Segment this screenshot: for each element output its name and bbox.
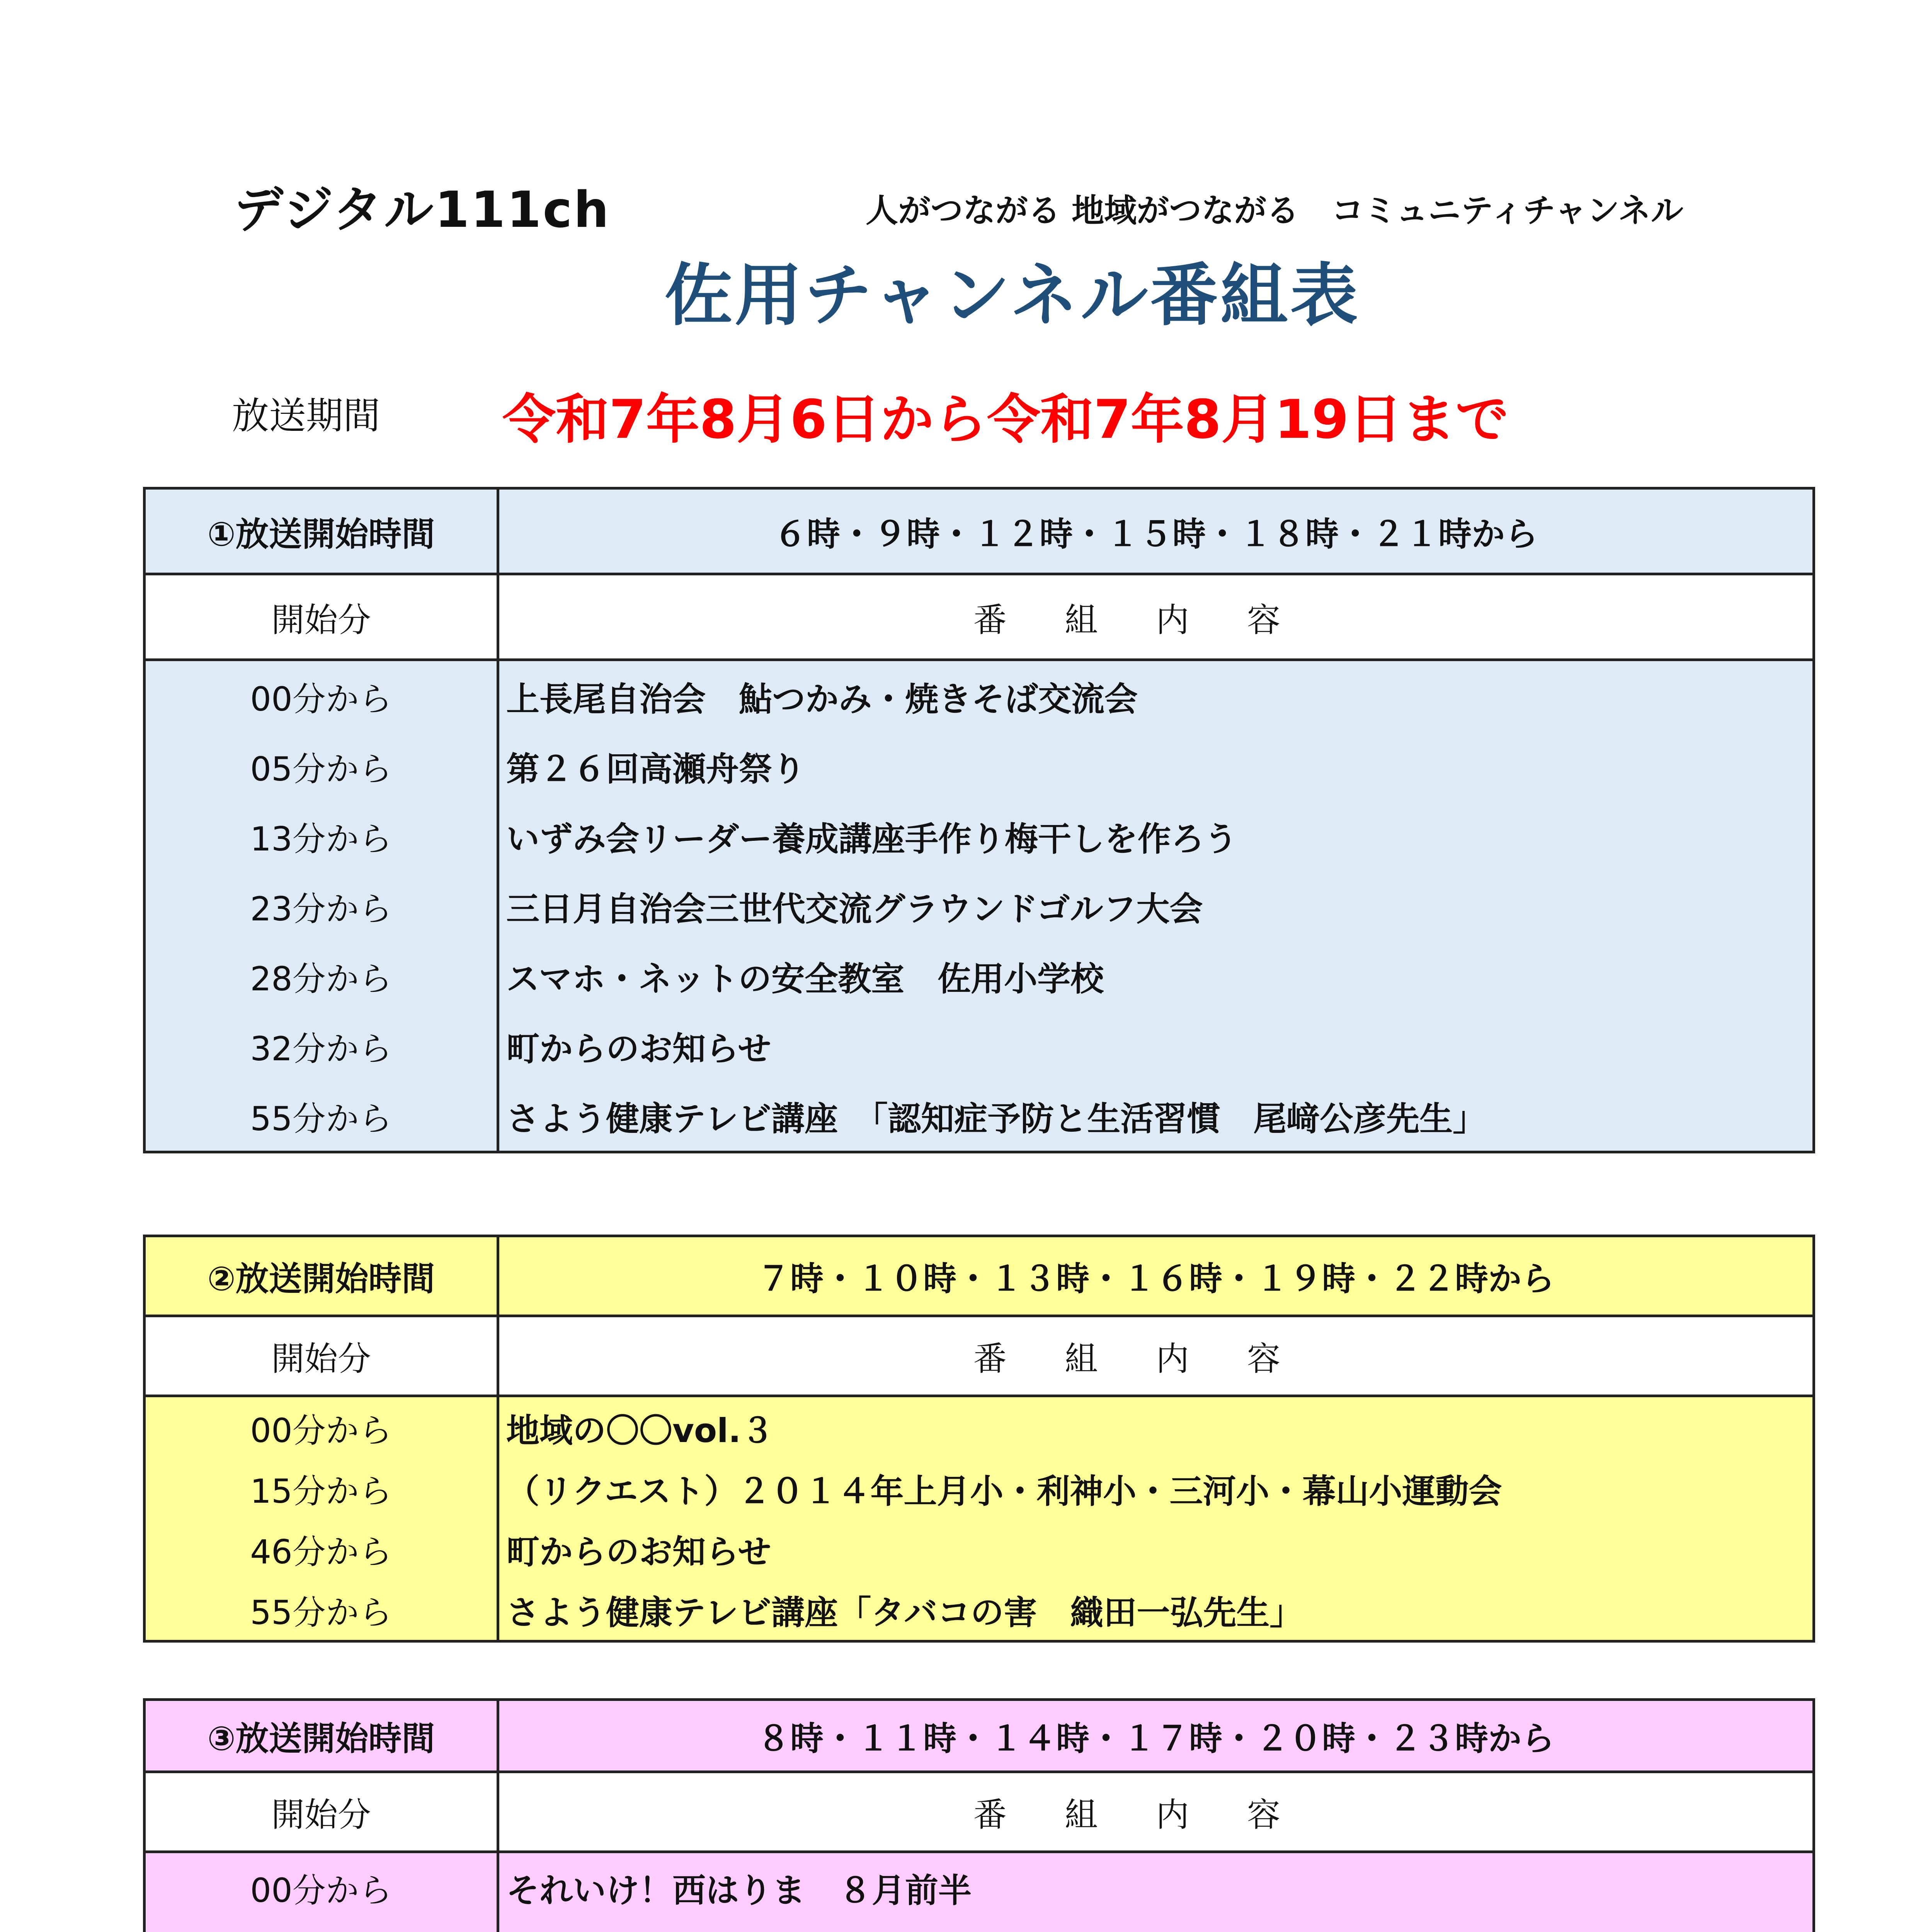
start-minute: 05分から <box>145 731 498 801</box>
table-row <box>145 1458 1814 1519</box>
program-title: 地域の〇〇vol.３ <box>498 1396 1814 1458</box>
program-title: 上長尾自治会 鮎つかみ・焼きそば交流会 <box>498 660 1814 731</box>
column-header-content: 番組内容 <box>498 1772 1814 1852</box>
column-header-row <box>145 574 1814 660</box>
table-row <box>145 871 1814 941</box>
period-value: 令和7年8月6日から令和7年8月19日まで <box>502 388 1509 451</box>
column-header-minute: 開始分 <box>145 1772 498 1852</box>
table-row <box>145 941 1814 1011</box>
start-minute: 46分から <box>145 1519 498 1579</box>
table-row <box>145 1011 1814 1081</box>
table-row <box>145 1519 1814 1579</box>
schedule-header-row <box>145 1700 1814 1772</box>
table-row <box>145 1081 1814 1152</box>
table-row <box>145 731 1814 801</box>
column-header-content: 番組内容 <box>498 1316 1814 1396</box>
schedule-header-row <box>145 488 1814 574</box>
program-title: 町からのお知らせ <box>498 1519 1814 1579</box>
program-title <box>498 1922 1814 1932</box>
program-title: それいけ！西はりま ８月前半 <box>498 1852 1814 1922</box>
start-minute: 55分から <box>145 1579 498 1641</box>
start-minute: 32分から <box>145 1011 498 1081</box>
block-hours: ８時・１１時・１４時・１７時・２０時・２３時から <box>498 1700 1814 1772</box>
program-title: （リクエスト）２０１４年上月小・利神小・三河小・幕山小運動会 <box>498 1458 1814 1519</box>
program-title: さよう健康テレビ講座「タバコの害 織田一弘先生」 <box>498 1579 1814 1641</box>
schedule-header-row <box>145 1236 1814 1316</box>
program-title: スマホ・ネットの安全教室 佐用小学校 <box>498 941 1814 1011</box>
table-row <box>145 1922 1814 1932</box>
program-title: 第２６回高瀬舟祭り <box>498 731 1814 801</box>
start-minute: 00分から <box>145 1396 498 1458</box>
channel-tagline: 人がつながる 地域がつながる コミュニティチャンネル <box>866 192 1683 230</box>
channel-label: デジタル111ch <box>234 181 611 239</box>
table-row <box>145 1396 1814 1458</box>
table-row <box>145 1579 1814 1641</box>
table-row <box>145 1852 1814 1922</box>
start-minute: 28分から <box>145 941 498 1011</box>
column-header-minute: 開始分 <box>145 1316 498 1396</box>
schedule-table-3 <box>143 1698 1815 1932</box>
table-row <box>145 660 1814 731</box>
program-title: さよう健康テレビ講座 「認知症予防と生活習慣 尾﨑公彦先生」 <box>498 1081 1814 1152</box>
start-minute <box>145 1922 498 1932</box>
program-title: いずみ会リーダー養成講座手作り梅干しを作ろう <box>498 801 1814 871</box>
program-title: 三日月自治会三世代交流グラウンドゴルフ大会 <box>498 871 1814 941</box>
schedule-table-2 <box>143 1235 1815 1643</box>
program-title: 町からのお知らせ <box>498 1011 1814 1081</box>
column-header-minute: 開始分 <box>145 574 498 660</box>
column-header-row <box>145 1772 1814 1852</box>
period-label: 放送期間 <box>232 394 380 437</box>
column-header-row <box>145 1316 1814 1396</box>
page-title: 佐用チャンネル番組表 <box>665 257 1360 335</box>
block-label: ①放送開始時間 <box>145 488 498 574</box>
start-minute: 13分から <box>145 801 498 871</box>
block-label: ②放送開始時間 <box>145 1236 498 1316</box>
block-label: ③放送開始時間 <box>145 1700 498 1772</box>
block-hours: ７時・１０時・１３時・１６時・１９時・２２時から <box>498 1236 1814 1316</box>
column-header-content: 番組内容 <box>498 574 1814 660</box>
start-minute: 00分から <box>145 1852 498 1922</box>
start-minute: 00分から <box>145 660 498 731</box>
start-minute: 23分から <box>145 871 498 941</box>
schedule-table-1 <box>143 487 1815 1153</box>
start-minute: 55分から <box>145 1081 498 1152</box>
table-row <box>145 801 1814 871</box>
start-minute: 15分から <box>145 1458 498 1519</box>
block-hours: ６時・９時・１２時・１５時・１８時・２１時から <box>498 488 1814 574</box>
